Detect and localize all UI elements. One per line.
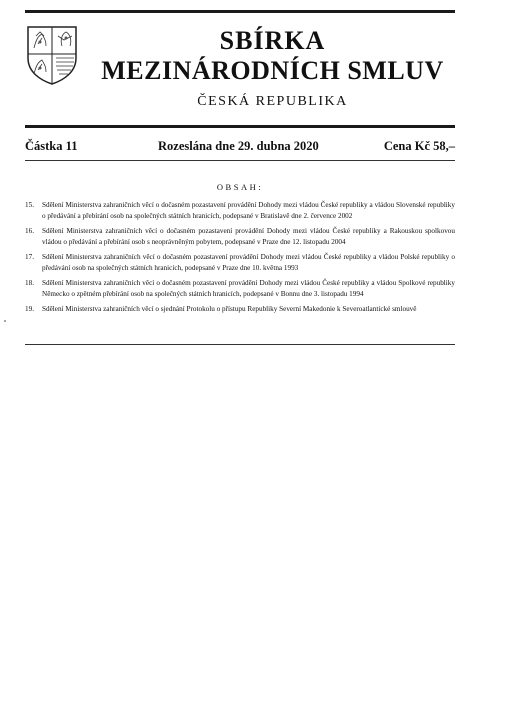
- sent-date: Rozeslána dne 29. dubna 2020: [158, 139, 319, 153]
- contents-heading: OBSAH:: [216, 182, 264, 192]
- list-item: [25, 226, 455, 247]
- top-rule: [25, 10, 455, 13]
- issue-number: Částka 11: [25, 139, 78, 153]
- list-item: [25, 278, 455, 299]
- list-item: [25, 200, 455, 221]
- list-item: [25, 252, 455, 273]
- collection-title-line1: SBÍRKA: [219, 26, 326, 55]
- contents-list: [25, 200, 455, 320]
- list-item: [25, 304, 455, 315]
- item-number: 19.: [25, 305, 34, 313]
- item-number: 15.: [25, 201, 34, 209]
- header-rule: [25, 125, 455, 128]
- contents-bottom-rule: [25, 344, 455, 345]
- item-number: 17.: [25, 253, 34, 261]
- scan-speck: [4, 320, 6, 322]
- price: Cena Kč 58,–: [383, 139, 455, 153]
- issue-meta-row: [25, 139, 455, 157]
- collection-title-line2: MEZINÁRODNÍCH SMLUV: [101, 56, 444, 85]
- item-number: 16.: [25, 227, 34, 235]
- meta-rule: [25, 160, 455, 161]
- country-subtitle: ČESKÁ REPUBLIKA: [197, 94, 348, 109]
- item-text: Sdělení Ministerstva zahraničních věcí o dočasném pozastavení provádění Dohody mezi vládou České republiky a vládou Slovenské republiky o předávání a přebírání osob na společných státních hranicích, podepsané v Bratislavě dne 2. července 2002: [42, 201, 455, 220]
- item-number: 18.: [25, 279, 34, 287]
- item-text: Sdělení Ministerstva zahraničních věcí o sjednání Protokolu o přístupu Republiky Severní Makedonie k Severoatlantické smlouvě: [42, 305, 417, 313]
- item-text: Sdělení Ministerstva zahraničních věcí o dočasném pozastavení provádění Dohody mezi vládou České republiky a vládou Polské republiky o předávání osob na společných státních hranicích, podepsané v Praze dne 10. května 1993: [42, 253, 455, 272]
- czech-coat-of-arms-icon: [24, 24, 80, 86]
- item-text: Sdělení Ministerstva zahraničních věcí o dočasném pozastavení provádění Dohody mezi vládou České republiky a vládou Spolkové republiky Německo o zpětném přebírání osob na společných státních hranicích, podepsané v Bonnu dne 3. listopadu 1994: [42, 279, 455, 298]
- item-text: Sdělení Ministerstva zahraničních věcí o dočasném pozastavení provádění Dohody mezi vládou České republiky a Rakouskou spolkovou vládou o předávání a přebírání osob s neoprávněným pobytem, podepsané v Praze dne 12. listopadu 2004: [42, 227, 455, 246]
